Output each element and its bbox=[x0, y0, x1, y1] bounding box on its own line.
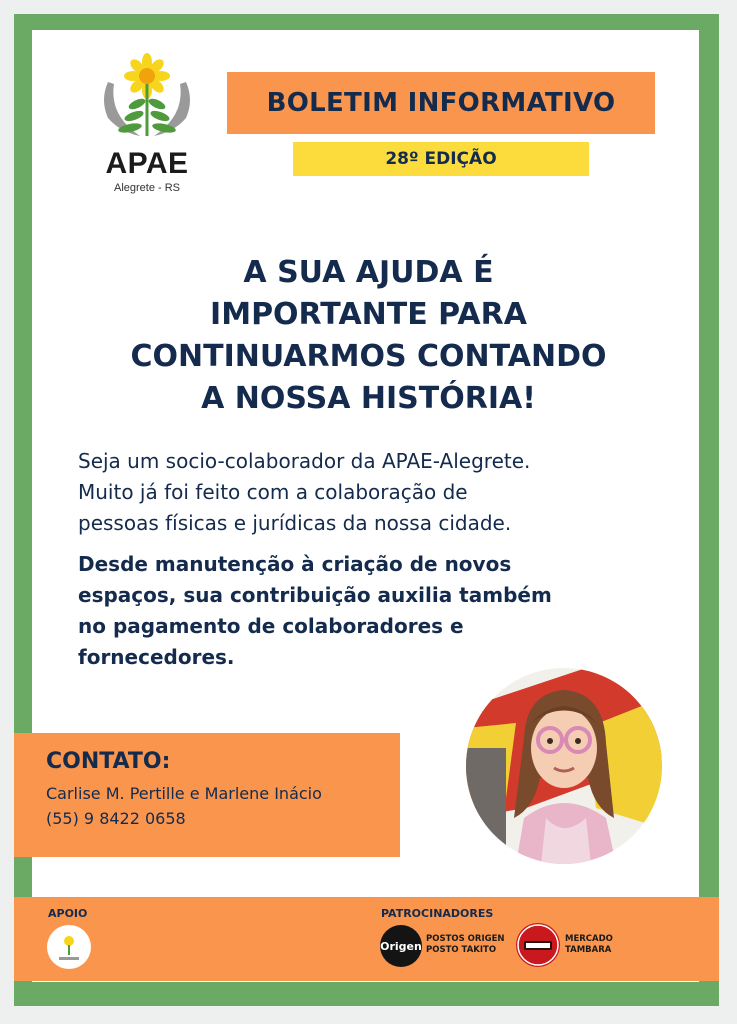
contribution-paragraph bbox=[78, 549, 658, 673]
apae-logo bbox=[92, 52, 202, 202]
paragraph-line: no pagamento de colaboradores e bbox=[78, 614, 464, 638]
headline-line: A SUA AJUDA É bbox=[243, 255, 494, 290]
contact-title: CONTATO: bbox=[46, 749, 171, 774]
support-label: APOIO bbox=[48, 907, 88, 920]
intro-paragraph bbox=[78, 446, 678, 539]
edition-badge: 28º EDIÇÃO bbox=[293, 142, 589, 176]
bulletin-title: BOLETIM INFORMATIVO bbox=[227, 72, 655, 134]
paragraph-line: fornecedores. bbox=[78, 645, 235, 669]
headline-line: CONTINUARMOS CONTANDO bbox=[130, 339, 607, 374]
child-photo bbox=[466, 668, 662, 864]
paragraph-line: Seja um socio-colaborador da APAE-Alegrete. bbox=[78, 449, 531, 473]
headline-line: IMPORTANTE PARA bbox=[210, 297, 527, 332]
paragraph-line: espaços, sua contribuição auxilia também bbox=[78, 583, 552, 607]
logo-name: APAE bbox=[105, 147, 189, 180]
paragraph-line: pessoas físicas e jurídicas da nossa cidade. bbox=[78, 511, 512, 535]
sponsor-tambara-name: MERCADO TAMBARA bbox=[565, 934, 613, 955]
contact-phone: (55) 9 8422 0658 bbox=[46, 809, 186, 828]
contact-box bbox=[14, 733, 400, 857]
contact-names: Carlise M. Pertille e Marlene Inácio bbox=[46, 784, 322, 803]
sponsors-label: PATROCINADORES bbox=[381, 907, 494, 920]
origen-logo: Origen bbox=[380, 925, 422, 967]
sponsor-origen-name: POSTOS ORIGEN POSTO TAKITO bbox=[426, 934, 505, 955]
headline-line: A NOSSA HISTÓRIA! bbox=[201, 381, 536, 416]
paragraph-line: Muito já foi feito com a colaboração de bbox=[78, 480, 468, 504]
tambara-logo bbox=[516, 923, 560, 967]
sponsors-footer bbox=[14, 897, 719, 981]
support-logo bbox=[47, 925, 91, 969]
logo-subtitle: Alegrete - RS bbox=[113, 182, 181, 194]
headline bbox=[60, 252, 677, 420]
sunflower-hands-icon bbox=[92, 52, 202, 147]
paragraph-line: Desde manutenção à criação de novos bbox=[78, 552, 512, 576]
